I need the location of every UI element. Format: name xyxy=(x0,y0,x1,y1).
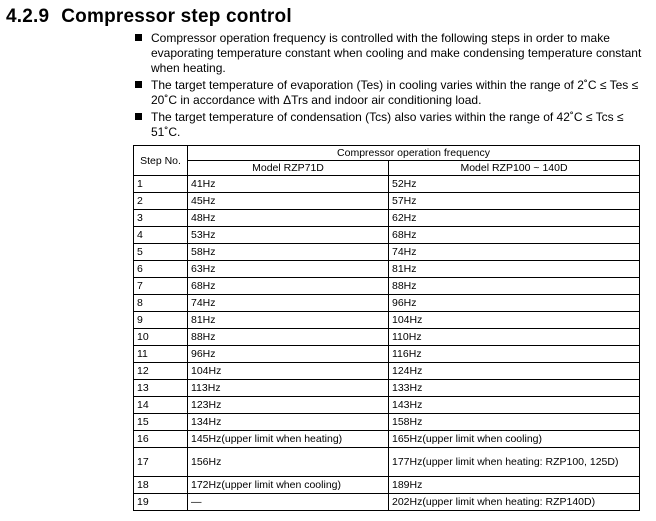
table-row xyxy=(134,397,640,414)
rzp71d-frequency-cell: 96Hz xyxy=(188,346,389,363)
step-number-header: Step No. xyxy=(134,146,188,176)
rzp71d-frequency-cell: 145Hz(upper limit when heating) xyxy=(188,431,389,448)
step-number-cell: 2 xyxy=(134,193,188,210)
step-number-cell: 10 xyxy=(134,329,188,346)
rzp100-140d-frequency-cell: 133Hz xyxy=(389,380,640,397)
rzp100-140d-frequency-cell: 189Hz xyxy=(389,477,640,494)
rzp100-140d-frequency-cell: 165Hz(upper limit when cooling) xyxy=(389,431,640,448)
rzp100-140d-frequency-cell: 177Hz(upper limit when heating: RZP100, 125D) xyxy=(389,448,640,477)
rzp100-140d-frequency-cell: 57Hz xyxy=(389,193,640,210)
rzp71d-frequency-cell: 48Hz xyxy=(188,210,389,227)
table-row xyxy=(134,278,640,295)
rzp100-140d-frequency-cell: 143Hz xyxy=(389,397,640,414)
table-row xyxy=(134,329,640,346)
rzp100-140d-frequency-cell: 68Hz xyxy=(389,227,640,244)
step-number-cell: 14 xyxy=(134,397,188,414)
step-number-cell: 3 xyxy=(134,210,188,227)
section-title: Compressor step control xyxy=(61,6,292,27)
table-body xyxy=(134,176,640,511)
rzp100-140d-frequency-cell: 96Hz xyxy=(389,295,640,312)
table-row xyxy=(134,210,640,227)
bullet-item xyxy=(133,110,648,140)
rzp71d-frequency-cell: 104Hz xyxy=(188,363,389,380)
table-row xyxy=(134,380,640,397)
step-number-cell: 4 xyxy=(134,227,188,244)
square-bullet-icon xyxy=(135,113,142,120)
step-number-cell: 19 xyxy=(134,494,188,511)
section-number: 4.2.9 xyxy=(6,6,50,27)
step-number-cell: 6 xyxy=(134,261,188,278)
rzp100-140d-frequency-cell: 62Hz xyxy=(389,210,640,227)
bullet-text: The target temperature of evaporation (Tes) in cooling varies within the range of 2˚C ≤ Tes ≤ 20˚C in accordance with ΔTrs and indoor air conditioning load. xyxy=(151,78,639,107)
step-number-cell: 5 xyxy=(134,244,188,261)
rzp100-140d-frequency-cell: 124Hz xyxy=(389,363,640,380)
rzp71d-frequency-cell: 88Hz xyxy=(188,329,389,346)
step-number-cell: 8 xyxy=(134,295,188,312)
table-row xyxy=(134,494,640,511)
rzp100-140d-frequency-cell: 74Hz xyxy=(389,244,640,261)
rzp71d-frequency-cell: 63Hz xyxy=(188,261,389,278)
rzp100-140d-frequency-cell: 81Hz xyxy=(389,261,640,278)
table-row xyxy=(134,244,640,261)
table-row xyxy=(134,193,640,210)
rzp71d-frequency-cell: 134Hz xyxy=(188,414,389,431)
table-row xyxy=(134,346,640,363)
table-row xyxy=(134,312,640,329)
step-number-cell: 15 xyxy=(134,414,188,431)
model-rzp71d-header: Model RZP71D xyxy=(188,161,389,176)
table-row xyxy=(134,477,640,494)
rzp71d-frequency-cell: 113Hz xyxy=(188,380,389,397)
rzp71d-frequency-cell: 156Hz xyxy=(188,448,389,477)
rzp100-140d-frequency-cell: 116Hz xyxy=(389,346,640,363)
table-row xyxy=(134,414,640,431)
rzp100-140d-frequency-cell: 202Hz(upper limit when heating: RZP140D) xyxy=(389,494,640,511)
step-number-cell: 13 xyxy=(134,380,188,397)
bullet-item xyxy=(133,31,648,76)
rzp71d-frequency-cell: 172Hz(upper limit when cooling) xyxy=(188,477,389,494)
step-number-cell: 18 xyxy=(134,477,188,494)
table-row xyxy=(134,227,640,244)
rzp71d-frequency-cell: 45Hz xyxy=(188,193,389,210)
rzp71d-frequency-cell: 68Hz xyxy=(188,278,389,295)
table-row xyxy=(134,363,640,380)
bullet-list xyxy=(133,31,648,142)
step-number-cell: 1 xyxy=(134,176,188,193)
step-number-cell: 12 xyxy=(134,363,188,380)
rzp71d-frequency-cell: 41Hz xyxy=(188,176,389,193)
bullet-item xyxy=(133,78,648,108)
table-row xyxy=(134,176,640,193)
bullet-text: The target temperature of condensation (Tcs) also varies within the range of 42˚C ≤ Tcs ≤ 51˚C. xyxy=(151,110,624,139)
table-row xyxy=(134,448,640,477)
rzp100-140d-frequency-cell: 52Hz xyxy=(389,176,640,193)
model-rzp100-140d-header: Model RZP100 ~ 140D xyxy=(389,161,640,176)
rzp100-140d-frequency-cell: 158Hz xyxy=(389,414,640,431)
table-row xyxy=(134,295,640,312)
compressor-step-table xyxy=(133,145,640,511)
table-row xyxy=(134,431,640,448)
square-bullet-icon xyxy=(135,81,142,88)
frequency-group-header: Compressor operation frequency xyxy=(188,146,640,161)
step-number-cell: 9 xyxy=(134,312,188,329)
rzp71d-frequency-cell: 123Hz xyxy=(188,397,389,414)
bullet-text: Compressor operation frequency is controlled with the following steps in order to make evaporating temperature constant when cooling and make condensing temperature constant when heating. xyxy=(151,31,642,75)
rzp71d-frequency-cell: — xyxy=(188,494,389,511)
table-row xyxy=(134,261,640,278)
rzp100-140d-frequency-cell: 88Hz xyxy=(389,278,640,295)
step-number-cell: 7 xyxy=(134,278,188,295)
rzp100-140d-frequency-cell: 104Hz xyxy=(389,312,640,329)
rzp71d-frequency-cell: 58Hz xyxy=(188,244,389,261)
square-bullet-icon xyxy=(135,34,142,41)
rzp71d-frequency-cell: 74Hz xyxy=(188,295,389,312)
rzp71d-frequency-cell: 81Hz xyxy=(188,312,389,329)
rzp71d-frequency-cell: 53Hz xyxy=(188,227,389,244)
step-number-cell: 17 xyxy=(134,448,188,477)
step-number-cell: 16 xyxy=(134,431,188,448)
section-heading xyxy=(6,6,292,28)
step-number-cell: 11 xyxy=(134,346,188,363)
rzp100-140d-frequency-cell: 110Hz xyxy=(389,329,640,346)
